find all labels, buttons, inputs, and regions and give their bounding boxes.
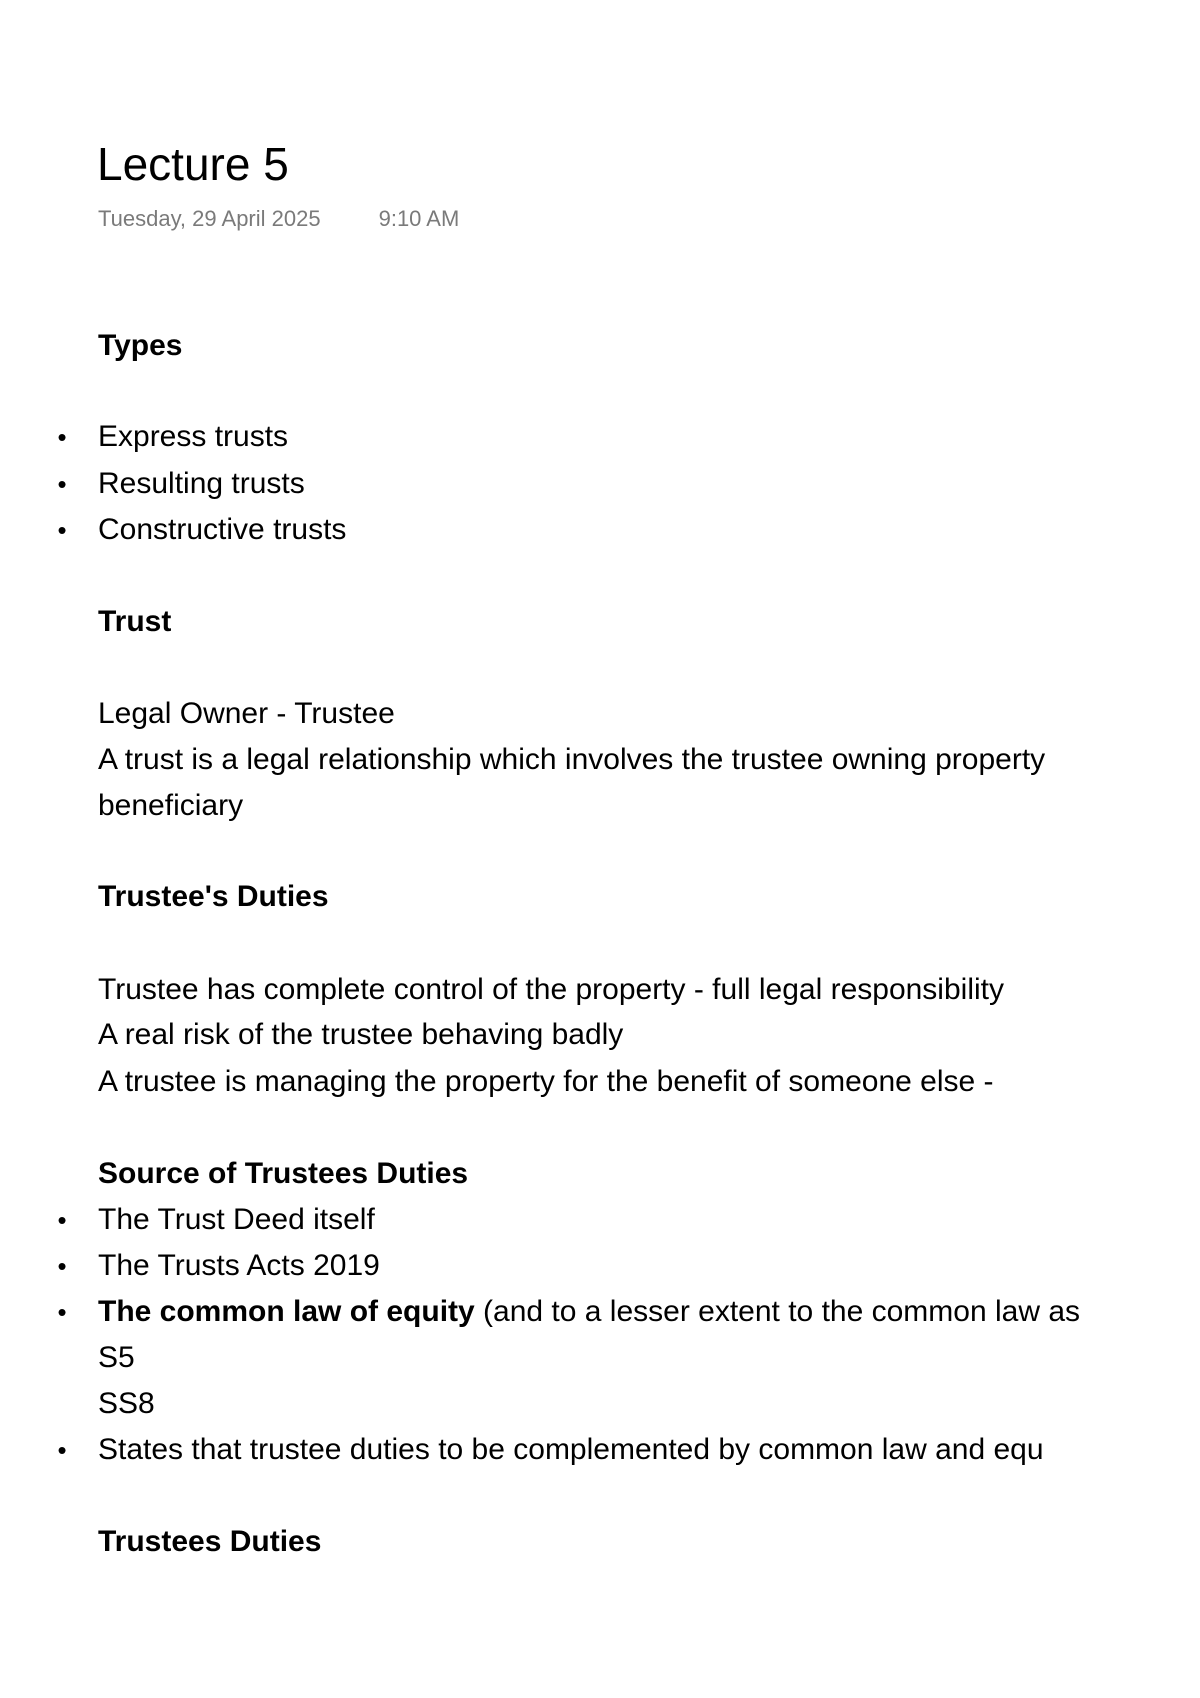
- trustees-duties-heading: Trustee's Duties: [98, 880, 329, 913]
- list-item: Resulting trusts: [98, 467, 305, 500]
- trust-line: beneficiary: [98, 789, 244, 822]
- list-item: The Trust Deed itself: [98, 1203, 375, 1236]
- bullet-icon: •: [57, 422, 67, 452]
- common-law-bold: The common law of equity: [98, 1295, 475, 1328]
- bullet-icon: •: [57, 515, 67, 545]
- list-item: Constructive trusts: [98, 513, 347, 546]
- list-item: [98, 1292, 1080, 1332]
- bullet-icon: •: [57, 1435, 67, 1465]
- bullet-icon: •: [57, 1251, 67, 1281]
- sub-line: SS8: [98, 1387, 155, 1420]
- trust-heading: Trust: [98, 605, 172, 638]
- duties-line: A trustee is managing the property for the benefit of someone else -: [98, 1065, 994, 1098]
- page-title: Lecture 5: [97, 138, 289, 190]
- list-item: The Trusts Acts 2019: [98, 1249, 380, 1282]
- source-heading: Source of Trustees Duties: [98, 1157, 469, 1190]
- list-item: Express trusts: [98, 420, 289, 453]
- page-meta: [98, 204, 459, 234]
- duties-line: Trustee has complete control of the property - full legal responsibility: [98, 973, 1004, 1006]
- duties-line: A real risk of the trustee behaving badly: [98, 1018, 624, 1051]
- list-item: States that trustee duties to be complemented by common law and equ: [98, 1433, 1044, 1466]
- bullet-icon: •: [57, 1205, 67, 1235]
- common-law-rest: (and to a lesser extent to the common law as: [474, 1295, 1081, 1328]
- trustees-duties-2-heading: Trustees Duties: [98, 1525, 322, 1558]
- bullet-icon: •: [57, 1297, 67, 1327]
- page-time: 9:10 AM: [378, 206, 460, 231]
- trust-line: Legal Owner - Trustee: [98, 697, 395, 730]
- page-date: Tuesday, 29 April 2025: [98, 206, 321, 231]
- types-heading: Types: [98, 329, 183, 362]
- trust-line: A trust is a legal relationship which involves the trustee owning property: [98, 743, 1046, 776]
- bullet-icon: •: [57, 469, 67, 499]
- sub-line: S5: [98, 1341, 135, 1374]
